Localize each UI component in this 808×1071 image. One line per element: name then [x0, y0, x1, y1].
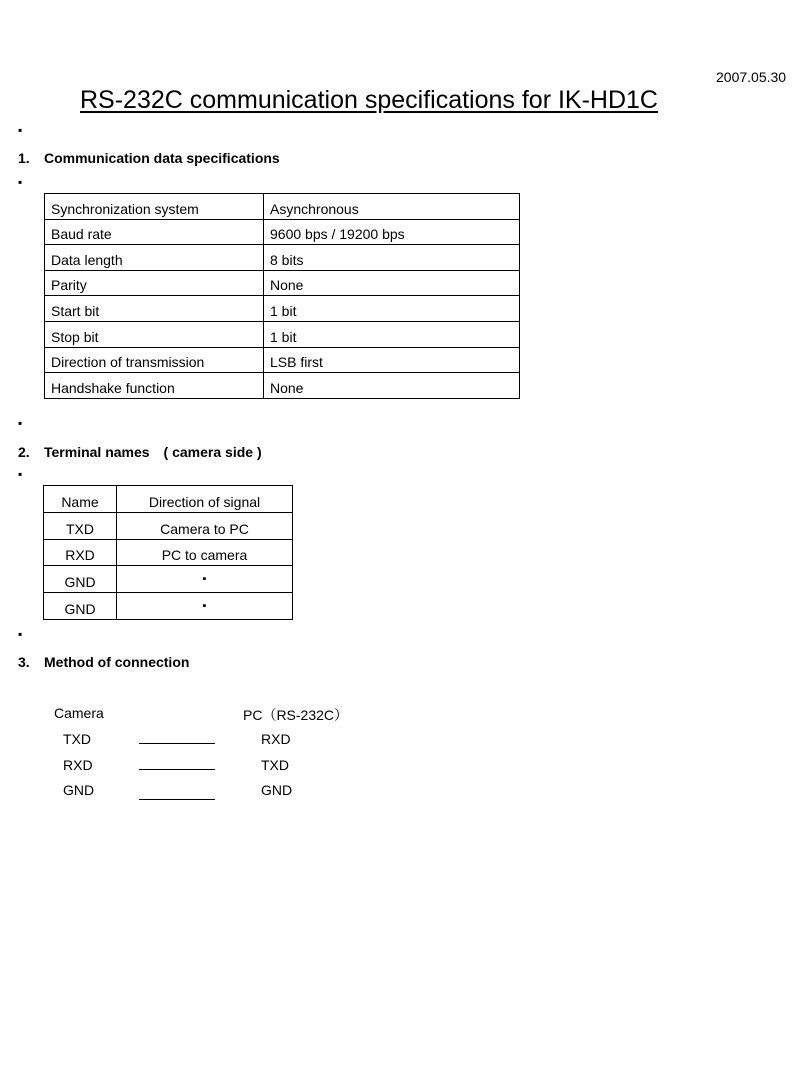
- terminal-name: GND: [44, 566, 117, 593]
- bullet-marker: ▪: [18, 416, 23, 430]
- spec-label: Stop bit: [45, 321, 264, 347]
- spec-value: LSB first: [264, 347, 520, 373]
- section-2-title: Terminal names ( camera side ): [44, 444, 262, 460]
- table-row: [44, 593, 293, 620]
- connection-line: [139, 743, 215, 744]
- table-row: [45, 373, 520, 399]
- signal-direction: ▪: [117, 593, 293, 620]
- spec-value: 9600 bps / 19200 bps: [264, 219, 520, 245]
- table-row: [45, 270, 520, 296]
- table-row: [44, 566, 293, 593]
- connection-line: [139, 799, 215, 800]
- table-row: [44, 539, 293, 566]
- spec-value: 1 bit: [264, 296, 520, 322]
- section-2-number: 2.: [18, 444, 30, 460]
- table-row: [45, 321, 520, 347]
- table-row: [45, 194, 520, 220]
- table-row: [45, 219, 520, 245]
- bullet-marker: ▪: [18, 175, 23, 189]
- signal-direction: Camera to PC: [117, 512, 293, 539]
- pc-column-label: PC（RS-232C）: [243, 707, 349, 723]
- terminal-name: GND: [44, 593, 117, 620]
- pc-pin: GND: [261, 782, 293, 798]
- spec-label: Synchronization system: [45, 194, 264, 220]
- camera-pin: GND: [63, 782, 95, 798]
- column-header-direction: Direction of signal: [117, 486, 293, 513]
- terminal-name: TXD: [44, 512, 117, 539]
- spec-label: Start bit: [45, 296, 264, 322]
- spec-value: 8 bits: [264, 245, 520, 271]
- section-1-title: Communication data specifications: [44, 150, 280, 166]
- connection-line: [139, 769, 215, 770]
- communication-spec-table: [44, 193, 520, 399]
- table-row: [45, 245, 520, 271]
- camera-pin: TXD: [63, 731, 91, 747]
- column-header-name: Name: [44, 486, 117, 513]
- section-2-heading: [18, 442, 262, 462]
- section-3-title: Method of connection: [44, 654, 190, 670]
- signal-direction: PC to camera: [117, 539, 293, 566]
- spec-value: None: [264, 373, 520, 399]
- camera-pin: RXD: [63, 757, 93, 773]
- section-1-number: 1.: [18, 150, 30, 166]
- terminal-names-table: [43, 485, 293, 620]
- spec-value: 1 bit: [264, 321, 520, 347]
- spec-label: Handshake function: [45, 373, 264, 399]
- table-row: [45, 347, 520, 373]
- pc-pin: RXD: [261, 731, 291, 747]
- section-3-number: 3.: [18, 654, 30, 670]
- bullet-marker: ▪: [18, 627, 23, 641]
- terminal-name: RXD: [44, 539, 117, 566]
- pc-pin: TXD: [261, 757, 289, 773]
- spec-label: Baud rate: [45, 219, 264, 245]
- section-1-heading: [18, 150, 280, 166]
- bullet-marker: ▪: [18, 123, 23, 137]
- camera-column-label: Camera: [54, 705, 104, 721]
- signal-direction: ▪: [117, 566, 293, 593]
- document-date: 2007.05.30: [716, 69, 787, 85]
- table-header-row: [44, 486, 293, 513]
- table-row: [45, 296, 520, 322]
- spec-value: None: [264, 270, 520, 296]
- spec-label: Data length: [45, 245, 264, 271]
- bullet-marker: ▪: [18, 467, 23, 481]
- section-3-heading: [18, 654, 189, 670]
- spec-label: Direction of transmission: [45, 347, 264, 373]
- spec-label: Parity: [45, 270, 264, 296]
- document-title: RS-232C communication specifications for IK-HD1C: [80, 86, 658, 114]
- table-row: [44, 512, 293, 539]
- spec-value: Asynchronous: [264, 194, 520, 220]
